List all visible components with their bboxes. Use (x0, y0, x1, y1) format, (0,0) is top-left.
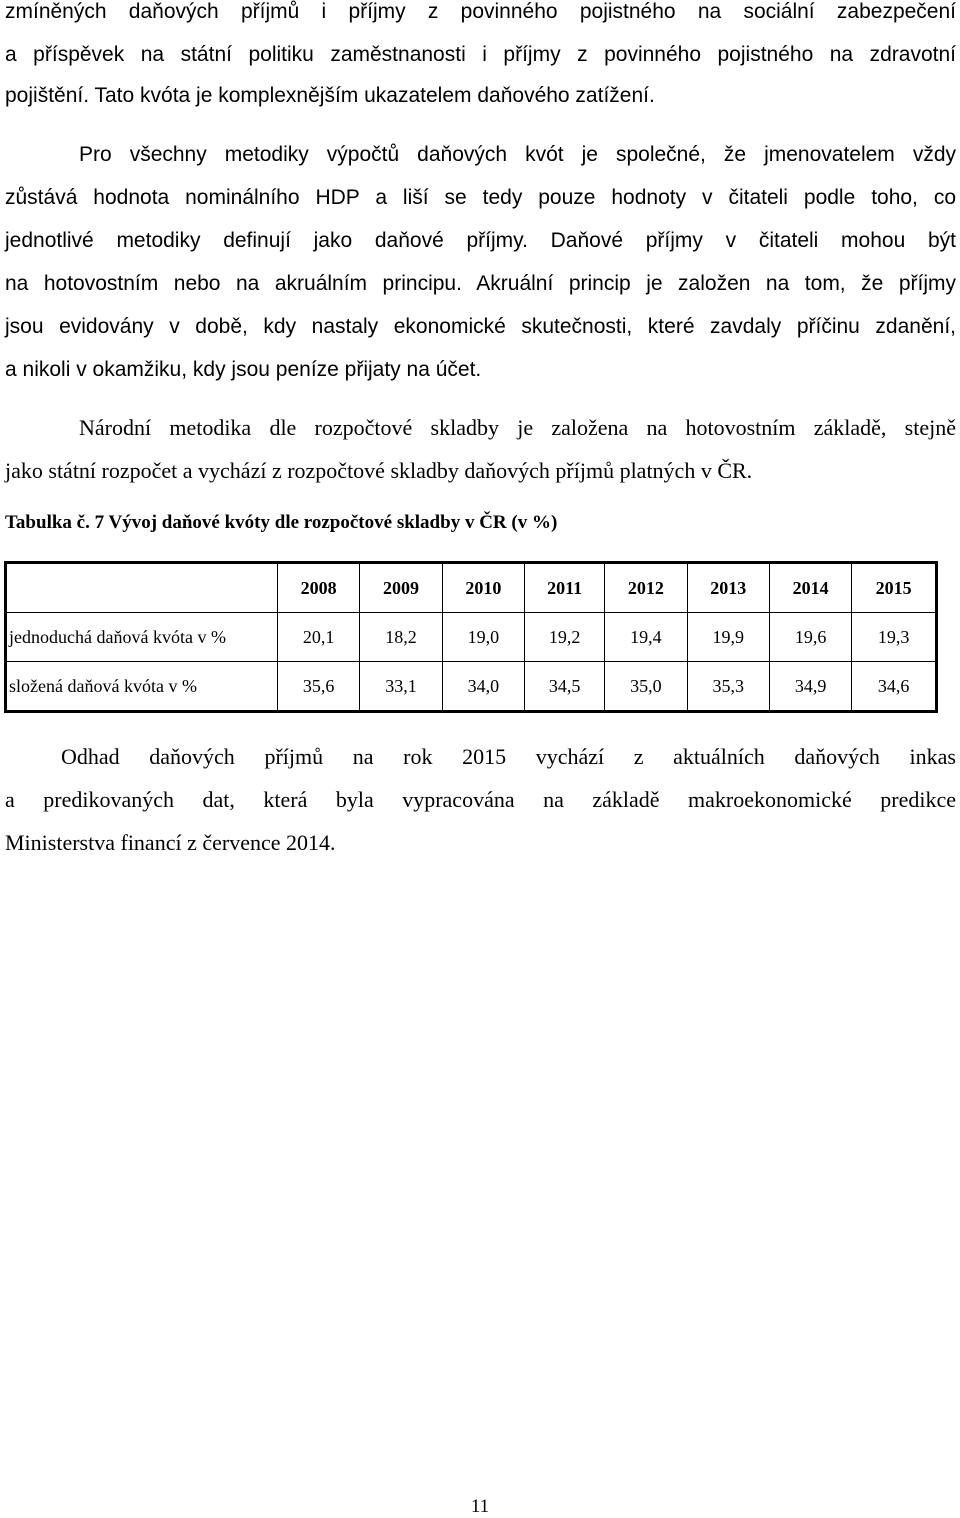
table-cell: 19,4 (605, 613, 687, 662)
year-header: 2014 (769, 563, 851, 613)
paragraph-line: Národní metodika dle rozpočtové skladby je založena na hotovostním základě, stejně (79, 415, 956, 440)
row-label: jednoduchá daňová kvóta v % (6, 613, 278, 662)
year-header: 2009 (360, 563, 442, 613)
table-cell: 34,6 (852, 662, 937, 712)
paragraph-2 (5, 133, 956, 391)
year-header: 2008 (278, 563, 360, 613)
table-cell: 20,1 (278, 613, 360, 662)
table-row (6, 662, 937, 712)
tax-quota-table (4, 561, 938, 713)
paragraph-line: a příspěvek na státní politiku zaměstnanosti i příjmy z povinného pojistného na zdravotní (5, 43, 956, 66)
paragraph-3 (5, 406, 956, 492)
paragraph-1 (5, 0, 956, 119)
table-caption: Tabulka č. 7 Vývoj daňové kvóty dle rozpočtové skladby v ČR (v %) (5, 512, 558, 533)
table-cell: 19,3 (852, 613, 937, 662)
paragraph-line: zmíněných daňových příjmů i příjmy z povinného pojistného na sociální zabezpečení (5, 0, 956, 23)
table-cell: 34,9 (769, 662, 851, 712)
table-corner-cell (6, 563, 278, 613)
paragraph-line: jsou evidovány v době, kdy nastaly ekonomické skutečnosti, které zavdaly příčinu zdanění, (5, 315, 956, 338)
year-header: 2012 (605, 563, 687, 613)
page-number: 11 (470, 1496, 490, 1517)
table-cell: 33,1 (360, 662, 442, 712)
table-cell: 35,3 (687, 662, 769, 712)
year-header: 2010 (442, 563, 524, 613)
paragraph-line: a predikovaných dat, která byla vypracována na základě makroekonomické predikce (5, 787, 956, 812)
paragraph-line: Pro všechny metodiky výpočtů daňových kvót je společné, že jmenovatelem vždy (79, 143, 956, 166)
table-cell: 34,5 (525, 662, 605, 712)
table-cell: 19,6 (769, 613, 851, 662)
table-cell: 19,9 (687, 613, 769, 662)
paragraph-line: Ministerstva financí z července 2014. (5, 830, 336, 855)
paragraph-line: zůstává hodnota nominálního HDP a liší se tedy pouze hodnoty v čitateli podle toho, co (5, 186, 956, 209)
paragraph-line: a nikoli v okamžiku, kdy jsou peníze přijaty na účet. (5, 358, 482, 381)
table-cell: 19,0 (442, 613, 524, 662)
table-cell: 19,2 (525, 613, 605, 662)
table-cell: 34,0 (442, 662, 524, 712)
table-cell: 18,2 (360, 613, 442, 662)
table-header-row (6, 563, 937, 613)
year-header: 2015 (852, 563, 937, 613)
table-cell: 35,6 (278, 662, 360, 712)
paragraph-4 (5, 735, 956, 864)
table-cell: 35,0 (605, 662, 687, 712)
paragraph-line: Odhad daňových příjmů na rok 2015 vychází z aktuálních daňových inkas (61, 744, 956, 769)
table-row (6, 613, 937, 662)
paragraph-line: na hotovostním nebo na akruálním principu. Akruální princip je založen na tom, že příjmy (5, 272, 956, 295)
year-header: 2011 (525, 563, 605, 613)
row-label: složená daňová kvóta v % (6, 662, 278, 712)
year-header: 2013 (687, 563, 769, 613)
paragraph-line: jako státní rozpočet a vychází z rozpočtové skladby daňových příjmů platných v ČR. (5, 458, 753, 483)
paragraph-line: pojištění. Tato kvóta je komplexnějším ukazatelem daňového zatížení. (5, 84, 655, 107)
paragraph-line: jednotlivé metodiky definují jako daňové příjmy. Daňové příjmy v čitateli mohou být (5, 229, 956, 252)
